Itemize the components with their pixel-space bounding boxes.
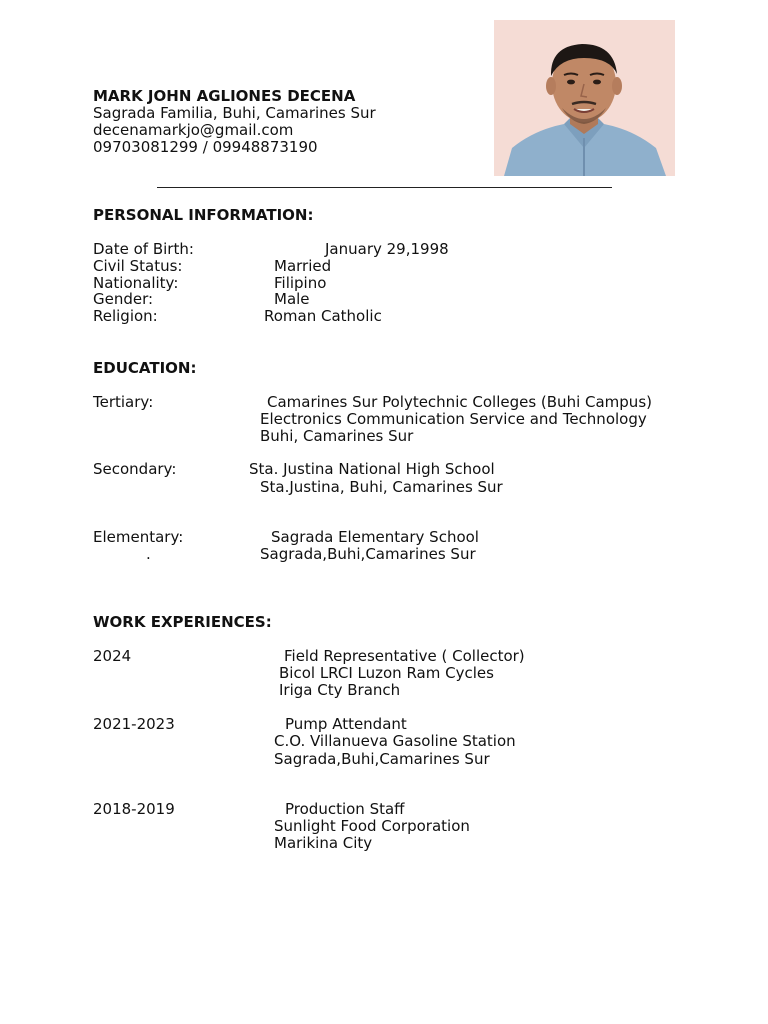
- job-location: Iriga Cty Branch: [279, 681, 401, 699]
- job-company: Sunlight Food Corporation: [274, 817, 470, 835]
- job-location: Sagrada,Buhi,Camarines Sur: [274, 750, 490, 768]
- job-company: Bicol LRCI Luzon Ram Cycles: [279, 664, 494, 682]
- header-divider: [157, 187, 612, 188]
- gender-value: Male: [274, 290, 310, 308]
- stray-period: .: [146, 545, 151, 563]
- religion-value: Roman Catholic: [264, 307, 382, 325]
- job-location: Marikina City: [274, 834, 373, 852]
- tertiary-course: Electronics Communication Service and Technology: [260, 410, 647, 428]
- job-period: 2021-2023: [93, 715, 175, 733]
- job-company: C.O. Villanueva Gasoline Station: [274, 732, 516, 750]
- secondary-school: Sta. Justina National High School: [249, 460, 495, 478]
- job-title: Pump Attendant: [285, 715, 407, 733]
- elementary-school: Sagrada Elementary School: [271, 528, 479, 546]
- elementary-label: Elementary:: [93, 528, 184, 546]
- secondary-label: Secondary:: [93, 460, 177, 478]
- date-of-birth-value: January 29,1998: [325, 240, 449, 258]
- job-period: 2024: [93, 647, 132, 665]
- field-label: Gender:: [93, 290, 154, 308]
- elementary-location: Sagrada,Buhi,Camarines Sur: [260, 545, 476, 563]
- tertiary-label: Tertiary:: [93, 393, 154, 411]
- civil-status-value: Married: [274, 257, 332, 275]
- tertiary-school: Camarines Sur Polytechnic Colleges (Buhi Campus): [267, 393, 652, 411]
- job-title: Field Representative ( Collector): [284, 647, 525, 665]
- work-heading: WORK EXPERIENCES:: [93, 613, 272, 631]
- address-line: Sagrada Familia, Buhi, Camarines Sur: [93, 104, 376, 122]
- secondary-location: Sta.Justina, Buhi, Camarines Sur: [260, 478, 503, 496]
- field-label: Civil Status:: [93, 257, 183, 275]
- nationality-value: Filipino: [274, 274, 327, 292]
- person-portrait-icon: [494, 20, 675, 176]
- tertiary-location: Buhi, Camarines Sur: [260, 427, 414, 445]
- profile-photo: [494, 20, 675, 176]
- job-period: 2018-2019: [93, 800, 175, 818]
- field-label: Nationality:: [93, 274, 179, 292]
- field-label: Religion:: [93, 307, 158, 325]
- job-title: Production Staff: [285, 800, 405, 818]
- education-heading: EDUCATION:: [93, 359, 197, 377]
- field-label: Date of Birth:: [93, 240, 194, 258]
- phone-numbers: 09703081299 / 09948873190: [93, 138, 318, 156]
- email-address: decenamarkjo@gmail.com: [93, 121, 294, 139]
- applicant-name: MARK JOHN AGLIONES DECENA: [93, 87, 356, 105]
- personal-info-heading: PERSONAL INFORMATION:: [93, 206, 314, 224]
